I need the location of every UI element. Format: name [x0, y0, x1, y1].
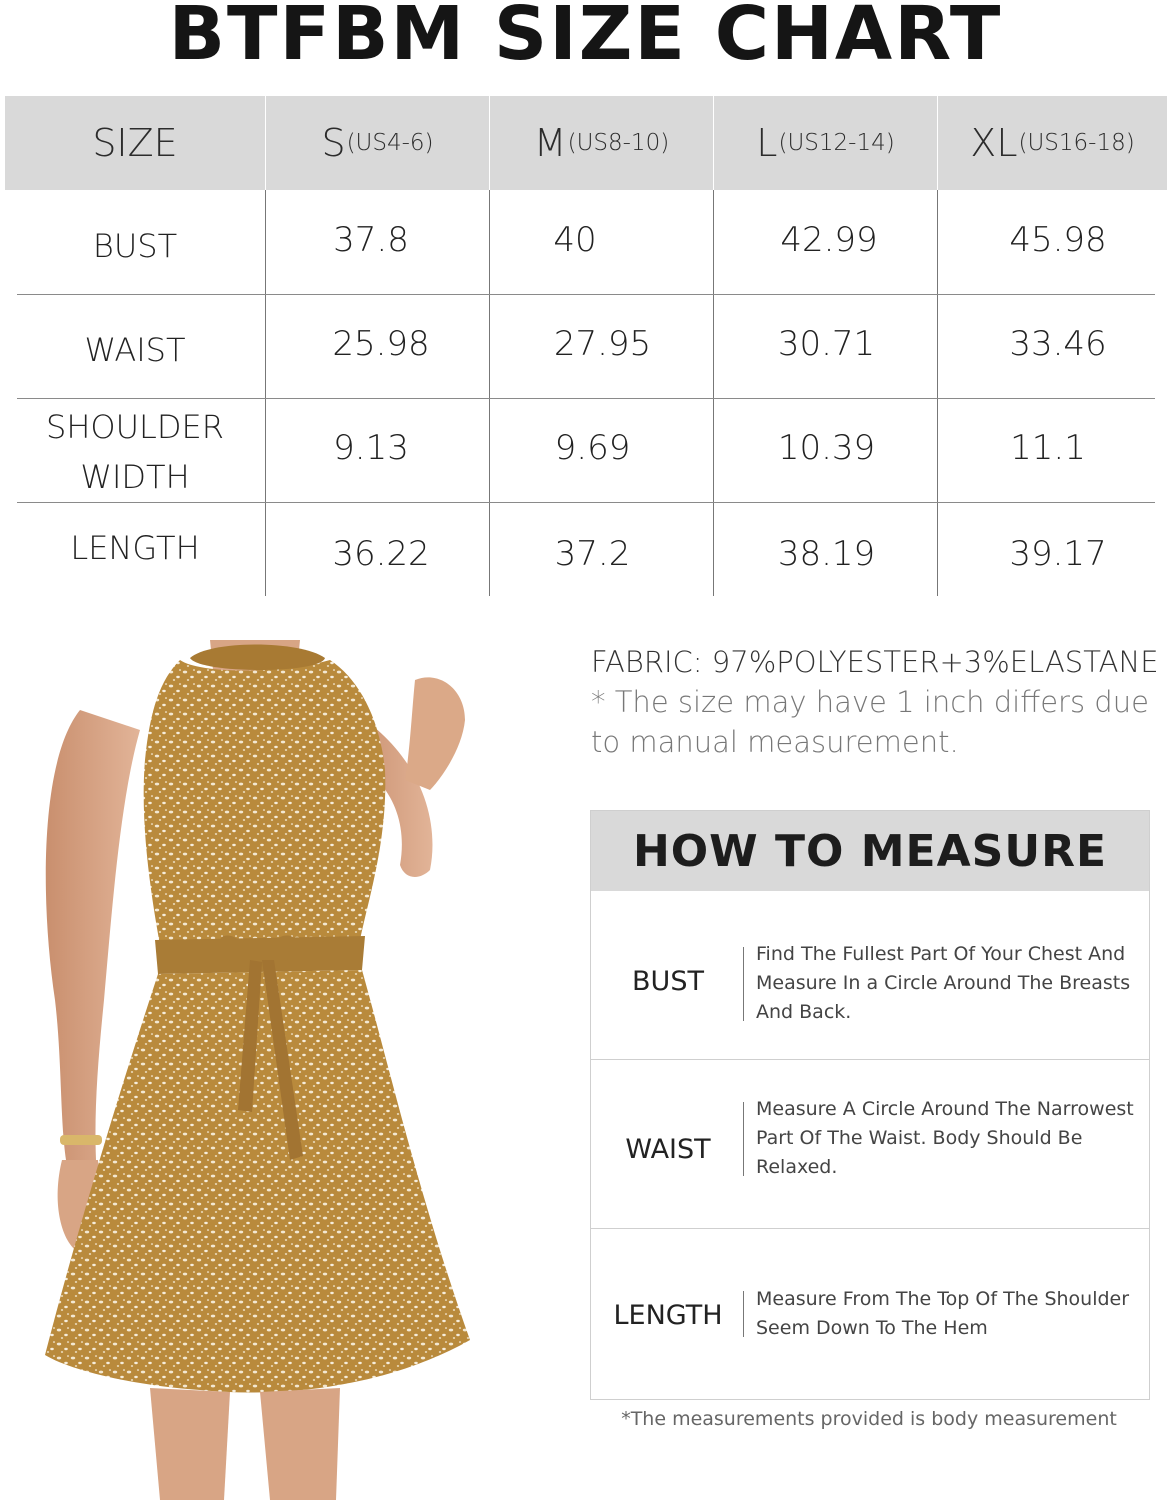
header-size-l [714, 96, 937, 190]
fabric-info [591, 642, 1161, 762]
row-label-waist: WAIST [84, 331, 186, 369]
header-size-m-name: M [533, 121, 567, 165]
measure-desc-bust: Find The Fullest Part Of Your Chest And Measure In a Circle Around The Breasts And Back. [756, 943, 1131, 1023]
measure-label-waist: WAIST [625, 1134, 711, 1165]
measure-label-length: LENGTH [613, 1300, 723, 1331]
fabric-label: FABRIC: [591, 645, 703, 679]
waist-xl-value: 33.46 [1009, 324, 1107, 364]
measure-label-bust: BUST [632, 966, 704, 997]
how-to-measure-panel [590, 810, 1150, 1400]
length-xl-value: 39.17 [1009, 534, 1107, 574]
waist-l-value: 30.71 [777, 324, 876, 364]
row-label-shoulder-width [5, 402, 265, 502]
header-size-s-name: S [321, 121, 346, 165]
row-label-shoulder-line2: WIDTH [80, 458, 190, 496]
header-size-xl [938, 96, 1167, 190]
bust-l-value: 42.99 [780, 220, 878, 260]
header-size-xl-name: XL [970, 121, 1018, 165]
waist-m-value: 27.95 [553, 324, 652, 364]
bust-s-value: 37.8 [333, 220, 409, 260]
row-label-length: LENGTH [70, 529, 200, 567]
page-title: BTFBM SIZE CHART [168, 0, 1003, 77]
header-size-l-name: L [756, 121, 778, 165]
shoulder-m-value: 9.69 [554, 428, 631, 468]
header-size-s [266, 96, 489, 190]
header-size-label: SIZE [92, 121, 178, 165]
length-l-value: 38.19 [777, 534, 876, 574]
fabric-line [591, 642, 1161, 682]
length-s-value: 36.22 [332, 534, 430, 574]
measure-divider [743, 1102, 744, 1176]
row-label-bust: BUST [92, 227, 178, 265]
bust-xl-value: 45.98 [1009, 220, 1107, 260]
header-size-m-us: (US8-10) [567, 130, 670, 156]
measure-desc-length: Measure From The Top Of The Shoulder Seem Down To The Hem [756, 1288, 1130, 1339]
model-dress-photo [0, 640, 560, 1500]
header-size-s-us: (US4-6) [346, 130, 434, 156]
fabric-value: 97%POLYESTER+3%ELASTANE [711, 645, 1159, 679]
measure-divider [743, 1291, 744, 1337]
length-m-value: 37.2 [554, 534, 631, 574]
how-to-measure-title: HOW TO MEASURE [591, 811, 1149, 891]
body-measurement-footnote: *The measurements provided is body measurement [621, 1408, 1117, 1430]
shoulder-l-value: 10.39 [777, 428, 876, 468]
shoulder-xl-value: 11.1 [1010, 428, 1086, 468]
bust-m-value: 40 [553, 220, 597, 260]
model-dress-illustration [0, 640, 560, 1500]
measure-row-length [591, 1229, 1149, 1399]
measure-row-bust [591, 891, 1149, 1059]
measure-divider [743, 947, 744, 1021]
header-size-l-us: (US12-14) [778, 130, 895, 156]
row-label-shoulder-line1: SHOULDER [46, 408, 224, 446]
header-size-m [490, 96, 713, 190]
size-difference-note: * The size may have 1 inch differs due to manual measurement. [591, 685, 1149, 759]
table-header-row [5, 96, 1167, 190]
waist-s-value: 25.98 [332, 324, 430, 364]
shoulder-s-value: 9.13 [333, 428, 409, 468]
header-size-xl-us: (US16-18) [1018, 130, 1135, 156]
measure-row-waist [591, 1060, 1149, 1228]
measure-desc-waist: Measure A Circle Around The Narrowest Part Of The Waist. Body Should Be Relaxed. [756, 1098, 1134, 1178]
size-chart-table [5, 96, 1167, 596]
